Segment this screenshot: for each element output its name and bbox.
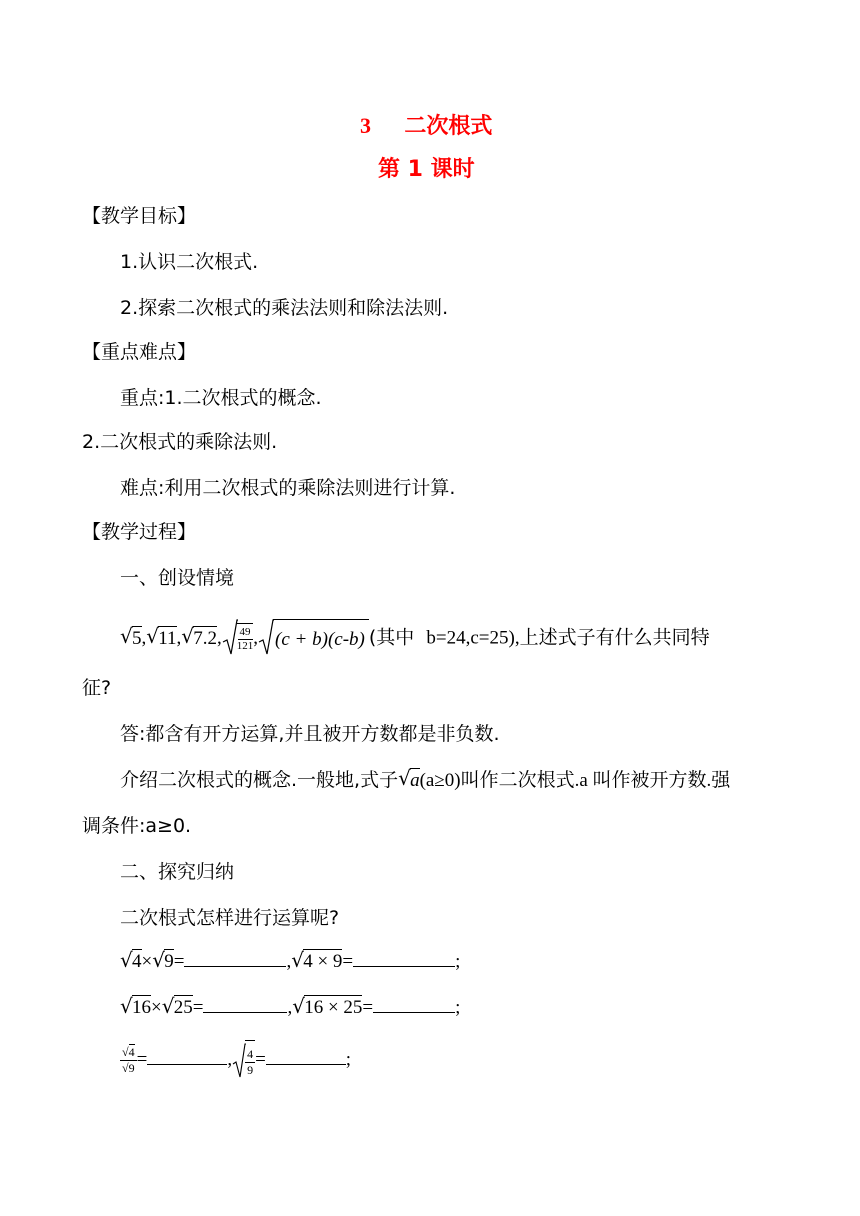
intro-line: 介绍二次根式的概念.一般地,式子 √ a(a≥0)叫作二次根式.a 叫作被开方数.强 [120, 766, 731, 791]
answer-blank[interactable] [353, 948, 455, 967]
question-end: 征? [82, 677, 112, 699]
process-heading: 【教学过程】 [82, 521, 197, 543]
lesson-title: 第 1 课时 [378, 157, 475, 182]
exercise-3: $\frac{√4}{√9}$ = , $\frac{4}{9}$ = ; [120, 1040, 351, 1081]
answer-blank[interactable] [147, 1046, 227, 1065]
exercise-2: √ 16× √ 25= , √ 16 × 25= ; [120, 994, 461, 1018]
answer-blank[interactable] [203, 994, 287, 1013]
keypoints-heading: 【重点难点】 [82, 341, 197, 363]
title-text: 二次根式 [404, 114, 493, 139]
expression-line: √ 5, √ 11, √ 7.2, $\frac{49}{121}$ , (c + b)(c-b) (其中 b=24,c=25),上述式子有什么共同特 [120, 618, 710, 658]
page-title [360, 112, 492, 141]
answer-blank[interactable] [266, 1046, 346, 1065]
condition: b=24,c=25), [426, 627, 520, 649]
answer-blank[interactable] [373, 994, 455, 1013]
question-2: 二次根式怎样进行运算呢? [120, 907, 340, 929]
sqrt-5: √ 5 [120, 623, 142, 649]
difficulty: 难点:利用二次根式的乘除法则进行计算. [120, 477, 456, 499]
answer: 答:都含有开方运算,并且被开方数都是非负数. [120, 723, 500, 745]
title-number: 3 [360, 113, 371, 138]
sqrt-product: (c + b)(c-b) [258, 618, 369, 658]
goals-heading: 【教学目标】 [82, 205, 197, 227]
exercise-1: √ 4× √ 9= , √ 4 × 9= ; [120, 948, 461, 972]
sqrt-fraction: $\frac{49}{121}$ [222, 618, 254, 658]
question: 上述式子有什么共同特 [519, 626, 710, 649]
goal-item-2: 2.探索二次根式的乘法法则和除法法则. [120, 297, 449, 319]
section-1: 一、创设情境 [120, 567, 235, 589]
goal-item-1: 1.认识二次根式. [120, 251, 259, 273]
answer-blank[interactable] [184, 948, 286, 967]
sqrt-11: √ 11 [146, 623, 177, 649]
sqrt-7-2: √ 7.2 [181, 623, 218, 649]
intro-line-2: 调条件:a≥0. [82, 815, 192, 837]
section-2: 二、探究归纳 [120, 861, 235, 883]
focus-1: 重点:1.二次根式的概念. [120, 387, 322, 409]
focus-2: 2.二次根式的乘除法则. [82, 431, 278, 453]
